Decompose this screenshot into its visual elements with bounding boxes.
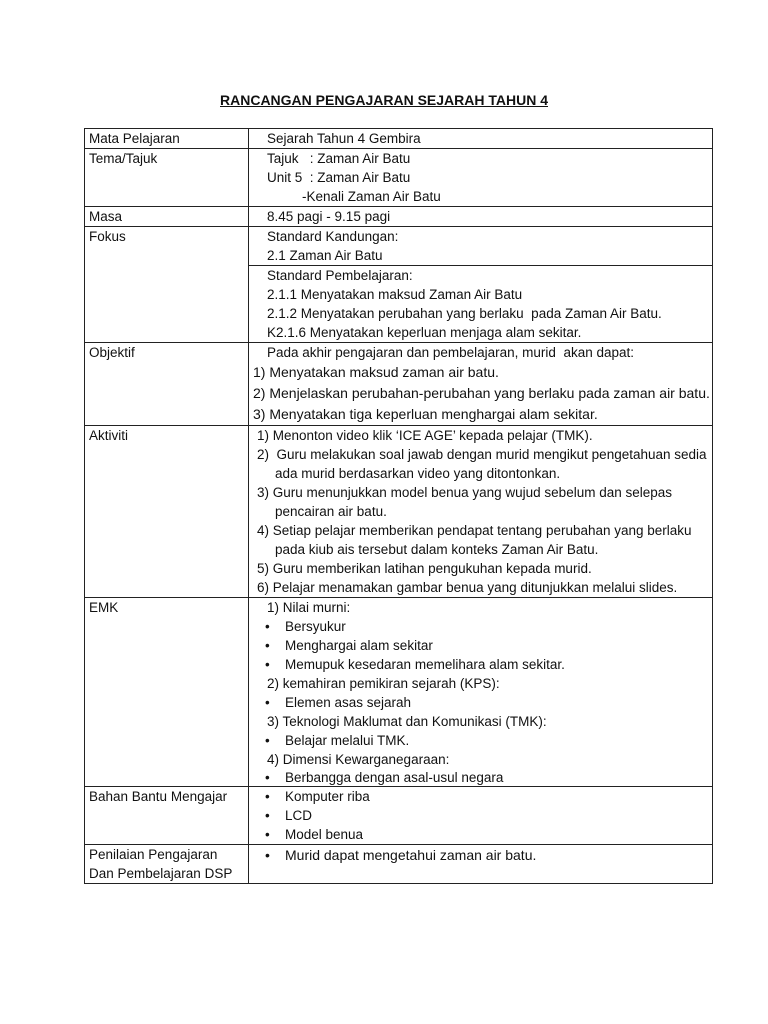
standard-pembelajaran-item: 2.1.1 Menyatakan maksud Zaman Air Batu: [267, 287, 523, 302]
penilaian-label-line: Dan Pembelajaran DSP: [89, 866, 233, 881]
value-emk: [249, 598, 713, 787]
tema-line: -Kenali Zaman Air Batu: [302, 189, 441, 204]
mata-pelajaran-text: Sejarah Tahun 4 Gembira: [267, 131, 421, 146]
objektif-item: 1) Menyatakan maksud zaman air batu.: [253, 364, 499, 380]
row-tema: [85, 149, 713, 207]
aktiviti-item: 1) Menonton video klik ‘ICE AGE’ kepada pelajar (TMK).: [257, 428, 593, 443]
document-title: RANCANGAN PENGAJARAN SEJARAH TAHUN 4: [220, 92, 548, 108]
standard-pembelajaran-heading: Standard Pembelajaran:: [267, 268, 413, 283]
aktiviti-item: 4) Setiap pelajar memberikan pendapat tentang perubahan yang berlaku pada kiub ais tersebut dalam konteks Zaman Air Batu.: [257, 523, 692, 557]
tema-line: Tajuk : Zaman Air Batu: [267, 151, 411, 166]
label-aktiviti: Aktiviti: [85, 426, 249, 598]
emk-bullet: • Berbangga dengan asal-usul negara: [265, 770, 504, 785]
value-penilaian: [249, 845, 713, 884]
fokus-divider: [249, 265, 712, 342]
penilaian-label-line: Penilaian Pengajaran: [89, 847, 218, 862]
emk-heading: 1) Nilai murni:: [267, 600, 351, 615]
emk-heading: 3) Teknologi Maklumat dan Komunikasi (TMK):: [267, 714, 547, 729]
row-objektif: [85, 343, 713, 426]
emk-bullet: • Memupuk kesedaran memelihara alam sekitar.: [265, 657, 565, 672]
row-penilaian: [85, 845, 713, 884]
row-mata-pelajaran: [85, 129, 713, 149]
standard-pembelajaran-item: K2.1.6 Menyatakan keperluan menjaga alam sekitar.: [267, 325, 582, 340]
value-tema: [249, 149, 713, 207]
row-fokus: [85, 227, 713, 343]
bullet-icon: •: [265, 847, 270, 863]
standard-kandungan-heading: Standard Kandungan:: [267, 229, 399, 244]
emk-bullet: • Bersyukur: [265, 619, 346, 634]
value-fokus: [249, 227, 713, 343]
bullet-icon: •: [265, 638, 270, 653]
label-emk: EMK: [85, 598, 249, 787]
bullet-icon: •: [265, 827, 270, 842]
bullet-icon: •: [265, 619, 270, 634]
bullet-icon: •: [265, 695, 270, 710]
aktiviti-item: 5) Guru memberikan latihan pengukuhan kepada murid.: [257, 561, 592, 576]
emk-bullet: • Belajar melalui TMK.: [265, 733, 410, 748]
penilaian-bullet: • Murid dapat mengetahui zaman air batu.: [253, 845, 708, 866]
masa-text: 8.45 pagi - 9.15 pagi: [267, 209, 391, 224]
standard-pembelajaran-item: 2.1.2 Menyatakan perubahan yang berlaku pada Zaman Air Batu.: [267, 306, 662, 321]
emk-heading: 4) Dimensi Kewarganegaraan:: [267, 752, 450, 767]
bbm-bullet: • Komputer riba: [265, 789, 370, 804]
value-masa: [249, 207, 713, 227]
objektif-item: 2) Menjelaskan perubahan-perubahan yang berlaku pada zaman air batu.: [253, 385, 710, 401]
row-emk: [85, 598, 713, 787]
bbm-bullet: • Model benua: [265, 827, 364, 842]
label-bbm: Bahan Bantu Mengajar: [85, 787, 249, 845]
standard-kandungan-text: 2.1 Zaman Air Batu: [267, 248, 383, 263]
label-masa: Masa: [85, 207, 249, 227]
bbm-bullet: • LCD: [265, 808, 313, 823]
aktiviti-item: 2) Guru melakukan soal jawab dengan murid mengikut pengetahuan sedia ada murid berdasarkan video yang ditontonkan.: [257, 447, 711, 481]
value-mata-pelajaran: [249, 129, 713, 149]
tema-line: Unit 5 : Zaman Air Batu: [267, 170, 411, 185]
aktiviti-item: 6) Pelajar menamakan gambar benua yang ditunjukkan melalui slides.: [257, 580, 678, 595]
row-aktiviti: [85, 426, 713, 598]
objektif-item: 3) Menyatakan tiga keperluan menghargai alam sekitar.: [253, 406, 598, 422]
label-tema: Tema/Tajuk: [85, 149, 249, 207]
label-fokus: Fokus: [85, 227, 249, 343]
objektif-intro: Pada akhir pengajaran dan pembelajaran, murid akan dapat:: [267, 345, 634, 360]
bullet-icon: •: [265, 733, 270, 748]
label-mata-pelajaran: Mata Pelajaran: [85, 129, 249, 149]
aktiviti-item: 3) Guru menunjukkan model benua yang wujud sebelum dan selepas pencairan air batu.: [257, 485, 673, 519]
bullet-icon: •: [265, 808, 270, 823]
emk-heading: 2) kemahiran pemikiran sejarah (KPS):: [267, 676, 500, 691]
value-aktiviti: [249, 426, 713, 598]
row-masa: [85, 207, 713, 227]
bullet-icon: •: [265, 657, 270, 672]
bullet-icon: •: [265, 789, 270, 804]
bullet-icon: •: [265, 770, 270, 785]
row-bbm: [85, 787, 713, 845]
value-objektif: [249, 343, 713, 426]
value-bbm: [249, 787, 713, 845]
emk-bullet: • Menghargai alam sekitar: [265, 638, 433, 653]
label-objektif: Objektif: [85, 343, 249, 426]
label-penilaian: [85, 845, 249, 884]
emk-bullet: • Elemen asas sejarah: [265, 695, 412, 710]
lesson-plan-table: [84, 128, 713, 884]
